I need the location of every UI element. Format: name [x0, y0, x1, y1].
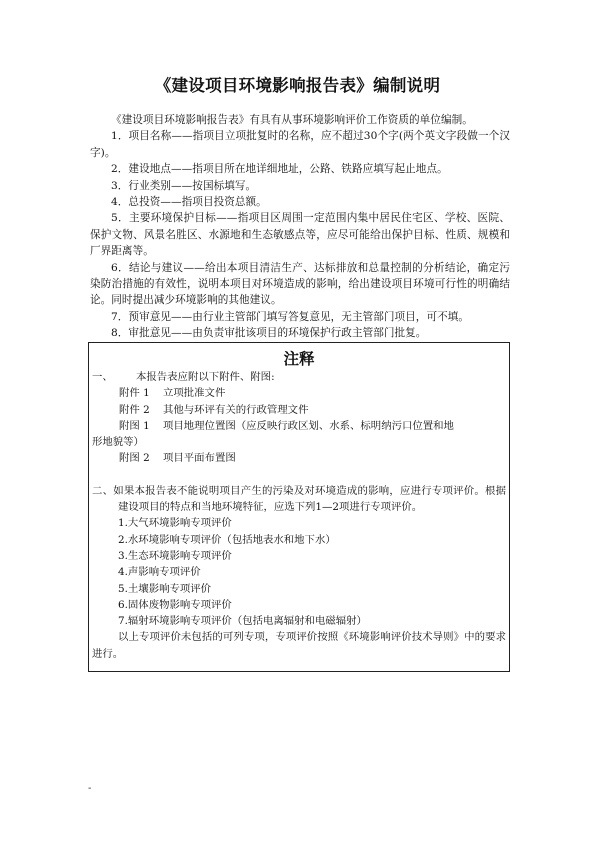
figure-1 [92, 418, 506, 451]
attachment-2-value: 其他与环评有关的行政管理文件 [163, 403, 309, 416]
figure-1-key: 附图 1 [119, 419, 150, 432]
attachment-2 [92, 402, 506, 418]
item-conclusion: 6．结论与建议——给出本项目清洁生产、达标排放和总量控制的分析结论，确定污染防治措施的有效性，说明本项目对环境造成的影响，给出建设项目环境可行性的明确结论。同时提出减少环境影响的其他建议。 [90, 261, 510, 307]
item-preliminary-review: 7．预审意见——由行业主管部门填写答复意见，无主管部门项目，可不填。 [111, 310, 470, 323]
special-assessment-5: 5.土壤影响专项评价 [118, 582, 212, 595]
item-approval: 8．审批意见——由负责审批该项目的环境保护行政主管部门批复。 [111, 327, 427, 340]
special-assessment-6: 6.固体废物影响专项评价 [118, 598, 232, 611]
notes-section-2-text: 二、如果本报告表不能说明项目产生的污染及对环境造成的影响，应进行专项评价。根据建设项目的特点和当地环境特征，应选下列1—2项进行专项评价。 [92, 484, 506, 514]
special-assessment-2: 2.水环境影响专项评价（包括地表水和地下水） [118, 533, 336, 546]
item-investment: 4．总投资——指项目投资总额。 [111, 196, 267, 209]
attachment-2-key: 附件 2 [119, 403, 150, 416]
item-industry: 3．行业类别——按国标填写。 [111, 179, 257, 192]
figure-2-key: 附图 2 [119, 452, 150, 465]
attachment-1 [92, 385, 506, 401]
special-assessment-4: 4.声影响专项评价 [118, 566, 201, 579]
section-1-text: 本报告表应附以下附件、附图: [136, 371, 275, 383]
special-assessment-1: 1.大气环境影响专项评价 [118, 517, 232, 530]
instructions-body [90, 112, 510, 342]
figure-2-value: 项目平面布置图 [163, 452, 236, 465]
attachment-1-key: 附件 1 [119, 387, 150, 400]
notes-section-1-heading [92, 369, 506, 385]
notes-tail: 以上专项评价未包括的可列专项，专项评价按照《环境影响评价技术导则》中的要求进行。 [92, 631, 506, 660]
figure-1-value: 项目地理位置图（应反映行政区划、水系、标明纳污口位置和地 [163, 419, 454, 432]
special-assessment-3: 3.生态环境影响专项评价 [118, 549, 232, 562]
item-project-name: 1．项目名称——指项目立项批复时的名称，应不超过30个字(两个英文字段做一个汉字)。 [90, 130, 510, 159]
figure-1-continuation: 形地貌等） [92, 436, 144, 449]
section-1-label: 一、 [92, 371, 113, 383]
footer-mark: - [88, 783, 92, 794]
figure-2 [92, 450, 506, 466]
item-location: 2．建设地点——指项目所在地详细地址，公路、铁路应填写起止地点。 [111, 163, 448, 176]
notes-title: 注释 [283, 349, 315, 368]
document-title: 《建设项目环境影响报告表》编制说明 [154, 76, 441, 95]
notes-content [92, 369, 506, 662]
notes-box [88, 342, 510, 672]
special-assessment-7: 7.辐射环境影响专项评价（包括电离辐射和电磁辐射） [118, 615, 367, 628]
attachment-1-value: 立项批准文件 [163, 387, 226, 400]
item-protection-targets: 5．主要环境保护目标——指项目区周围一定范围内集中居民住宅区、学校、医院、保护文物、风景名胜区、水源地和生态敏感点等，应尽可能给出保护目标、性质、规模和厂界距离等。 [90, 212, 510, 258]
spacer [92, 467, 506, 483]
intro-paragraph: 《建设项目环境影响报告表》有具有从事环境影响评价工作资质的单位编制。 [111, 114, 473, 126]
